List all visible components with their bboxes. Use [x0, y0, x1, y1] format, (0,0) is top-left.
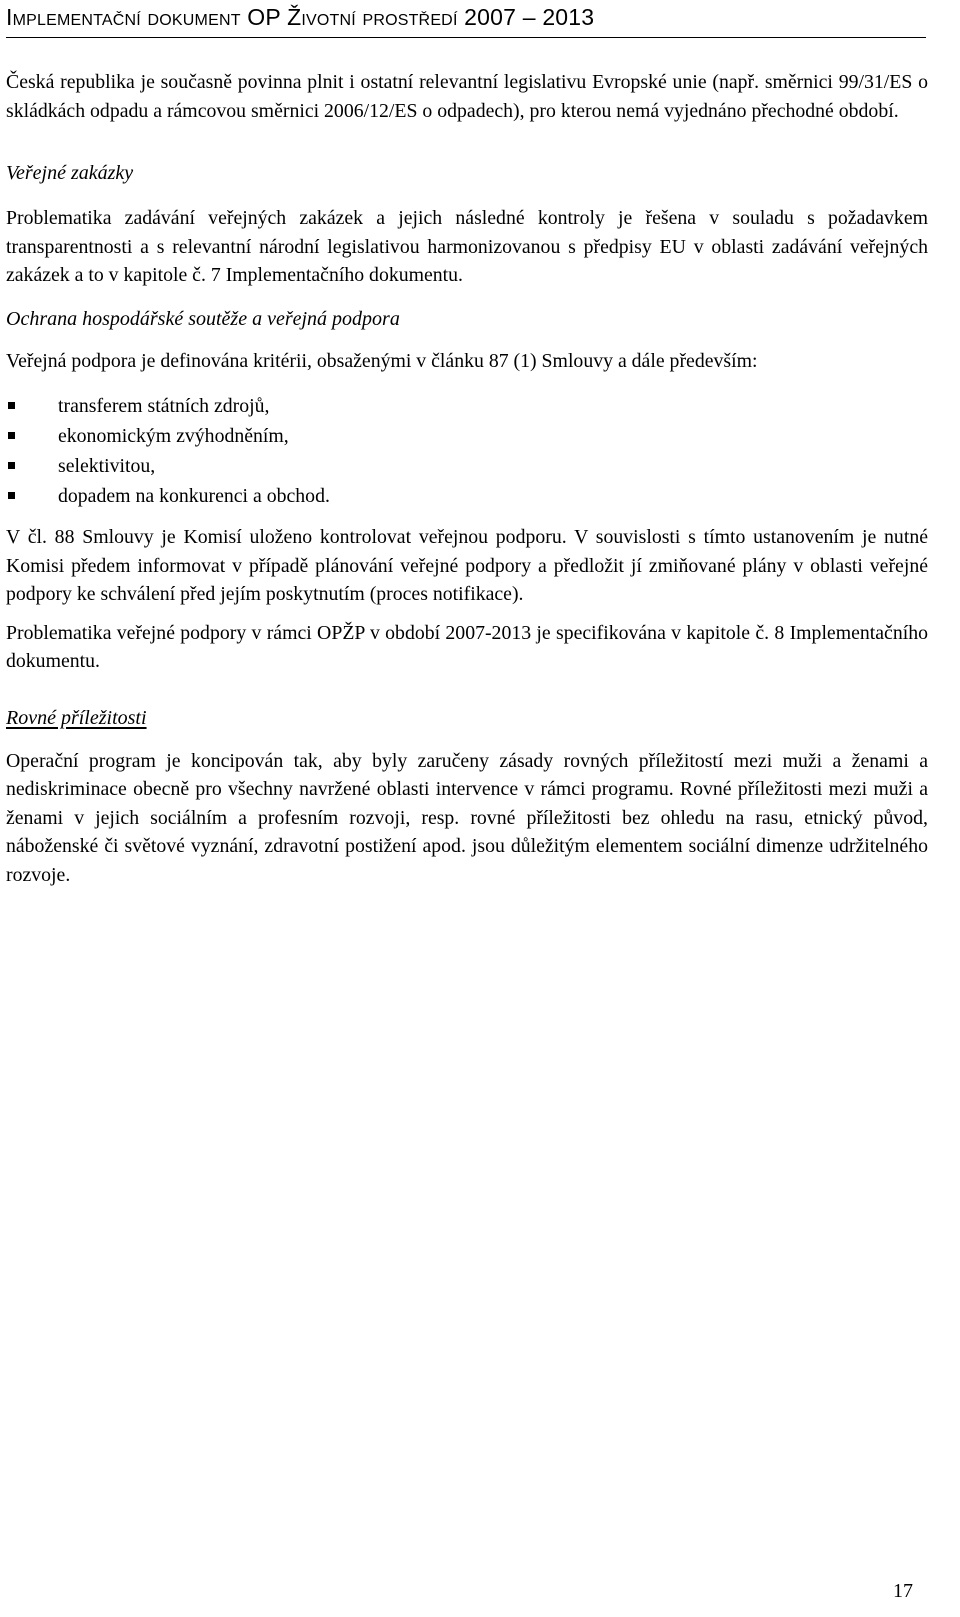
document-title: Implementační dokument OP Životní prostředí 2007 – 2013 [6, 4, 595, 30]
competition-paragraph-1: Veřejná podpora je definována kritérii, obsaženými v článku 87 (1) Smlouvy a dále především: [6, 349, 758, 372]
list-item: selektivitou, [6, 451, 928, 481]
heading-equal-opportunities: Rovné příležitosti [6, 706, 147, 729]
competition-paragraph-3: Problematika veřejné podpory v rámci OPŽP v období 2007-2013 je specifikována v kapitole č. 8 Implementačního dokumentu. [6, 621, 928, 672]
procurement-paragraph: Problematika zadávání veřejných zakázek a jejich následné kontroly je řešena v souladu s požadavkem transparentnosti a s relevantní národní legislativou harmonizovanou s předpisy EU v oblasti zadávání veřejných zakázek a to v kapitole č. 7 Implementačního dokumentu. [6, 207, 928, 286]
heading-public-procurement: Veřejné zakázky [6, 162, 134, 184]
list-item: dopadem na konkurenci a obchod. [6, 481, 928, 511]
document-header [6, 4, 926, 38]
competition-paragraph-2: V čl. 88 Smlouvy je Komisí uloženo kontrolovat veřejnou podporu. V souvislosti s tímto ustanovením je nutné Komisi předem informovat v případě plánování veřejné podpory a předložit jí zmiňované plány v oblasti veřejné podpory ke schválení před jejím poskytnutím (proces notifikace). [6, 526, 928, 605]
equal-opportunities-paragraph: Operační program je koncipován tak, aby byly zaručeny zásady rovných příležitostí mezi muži a ženami a nediskriminace obecně pro všechny navržené oblasti intervence v rámci programu. Rovné příležitosti mezi muži a ženami v jejich sociálním a profesním rozvoji, resp. rovné příležitosti bez ohledu na rasu, etnický původ, náboženské či světové vyznání, zdravotní postižení apod. jsou důležitým elementem sociální dimenze udržitelného rozvoje. [6, 749, 928, 886]
intro-paragraph: Česká republika je současně povinna plnit i ostatní relevantní legislativu Evropské unie (např. směrnici 99/31/ES o skládkách odpadu a rámcovou směrnici 2006/12/ES o odpadech), pro kterou nemá vyjednáno přechodné období. [6, 71, 928, 122]
state-aid-criteria-list [6, 391, 928, 511]
list-item: transferem státních zdrojů, [6, 391, 928, 421]
page-number: 17 [893, 1580, 913, 1602]
document-body [6, 68, 928, 889]
list-item: ekonomickým zvýhodněním, [6, 421, 928, 451]
heading-competition: Ochrana hospodářské soutěže a veřejná podpora [6, 307, 400, 330]
